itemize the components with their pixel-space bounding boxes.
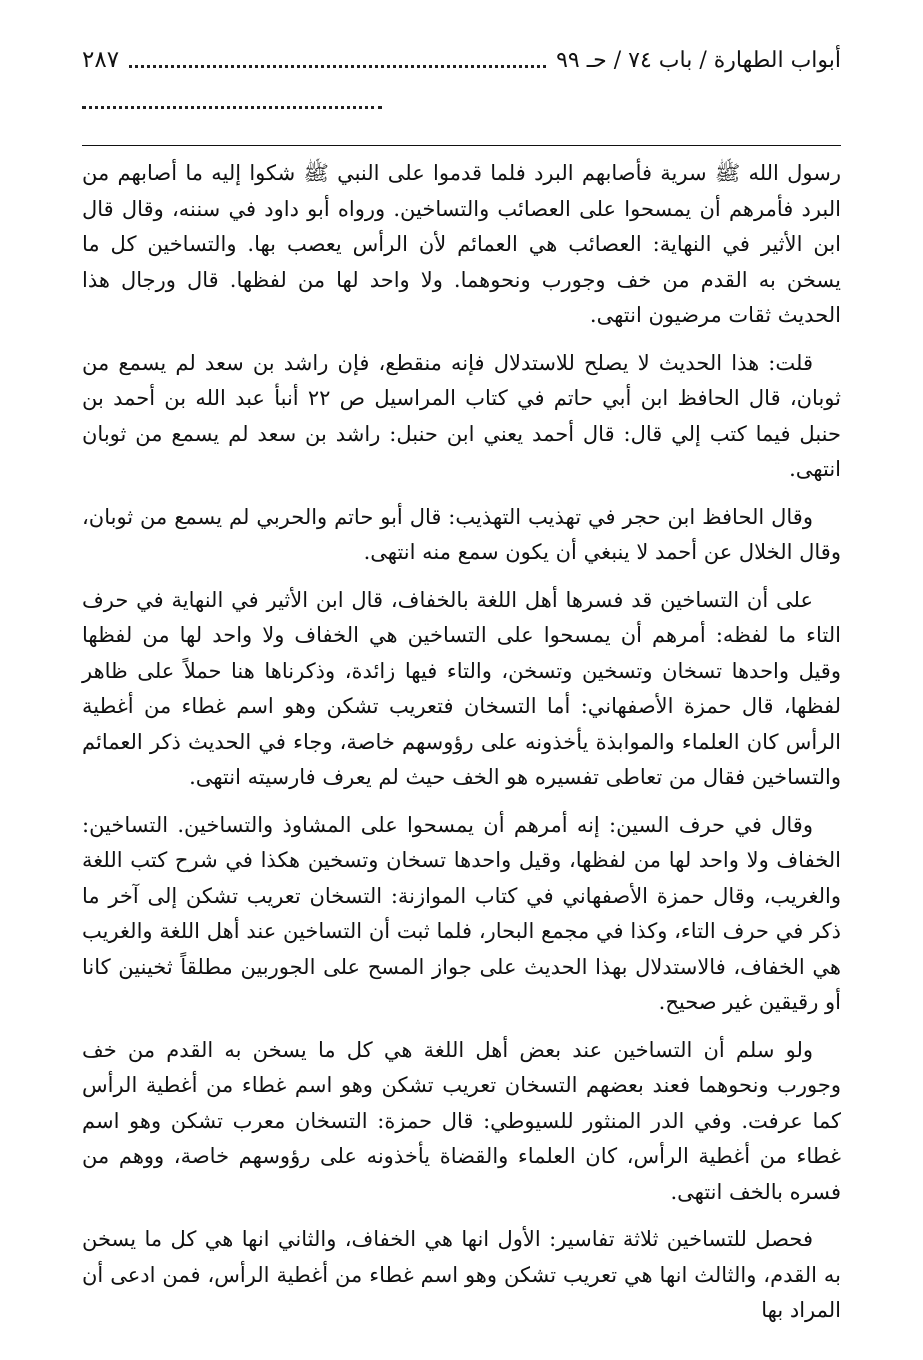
running-header: [82, 40, 841, 80]
page-number: ٢٨٧: [82, 47, 120, 73]
paragraph: ولو سلم أن التساخين عند بعض أهل اللغة هي كل ما يسخن به القدم من خف وجورب ونحوهما فعند بعضهم التسخان تعريب تشكن وهو اسم غطاء من أغطية الرأس كما عرفت. وفي الدر المنثور للسيوطي: قال حمزة: التسخان معرب تشكن وهو اسم غطاء من أغطية الرأس، كان العلماء والقضاة يأخذونه على رؤوسهم خاصة، ووهم من فسره بالخف انتهى.: [82, 1037, 841, 1204]
paragraph: فحصل للتساخين ثلاثة تفاسير: الأول انها هي الخفاف، والثاني انها هي كل ما يسخن به القدم، والثالث انها هي تعريب تشكن وهو اسم غطاء من أغطية الرأس، فمن ادعى أن المراد بها: [82, 1227, 841, 1322]
header-rule: [82, 145, 841, 146]
main-text: [82, 156, 841, 1341]
paragraph: وقال في حرف السين: إنه أمرهم أن يمسحوا على المشاوذ والتساخين. التساخين: الخفاف ولا واحد لها من لفظها، وقيل واحدها تسخان وتسخين هكذا في شرح كتب اللغة والغريب، وقال حمزة الأصفهاني في كتاب الموازنة: التسخان تعريب تشكن إلى آخر ما ذكر في حرف التاء، وكذا في مجمع البحار، فلما ثبت أن التساخين عند أهل اللغة والغريب هي الخفاف، فالاستدلال بهذا الحديث على جواز المسح على الجوربين مطلقاً ثخينين كانا أو رقيقين غير صحيح.: [82, 812, 841, 1014]
header-dot-leader: [129, 53, 546, 68]
paragraph: وقال الحافظ ابن حجر في تهذيب التهذيب: قال أبو حاتم والحربي لم يسمع من ثوبان، وقال الخلال عن أحمد لا ينبغي أن يكون سمع منه انتهى.: [82, 504, 841, 564]
header-dotted-line: [82, 92, 382, 109]
paragraph: رسول الله ﷺ سرية فأصابهم البرد فلما قدموا على النبي ﷺ شكوا إليه ما أصابهم من البرد فأمرهم أن يمسحوا على العصائب والتساخين. ورواه أبو داود في سننه، وقال قال ابن الأثير في النهاية: العصائب هي العمائم لأن الرأس يعصب بها. والتساخين كل ما يسخن به القدم من خف وجورب ونحوهما. ولا واحد لها من لفظها. قال ورجال هذا الحديث ثقات مرضيون انتهى.: [82, 161, 841, 327]
chapter-title: أبواب الطهارة / باب ٧٤ / حـ ٩٩: [556, 47, 841, 73]
paragraph: قلت: هذا الحديث لا يصلح للاستدلال فإنه منقطع، فإن راشد بن سعد لم يسمع من ثوبان، قال الحافظ ابن أبي حاتم في كتاب المراسيل ص ٢٢ أنبأ عبد الله بن أحمد بن حنبل فيما كتب إلي قال: قال أحمد يعني ابن حنبل: راشد بن سعد لم يسمع من ثوبان انتهى.: [82, 350, 841, 481]
paragraph: على أن التساخين قد فسرها أهل اللغة بالخفاف، قال ابن الأثير في النهاية في حرف التاء ما لفظه: أمرهم أن يمسحوا على التساخين هي الخفاف ولا واحد لها من لفظها وقيل واحدها تسخان وتسخين وتسخن، والتاء فيها زائدة، وذكرناها هنا حملاً على ظاهر لفظها، قال حمزة الأصفهاني: أما التسخان فتعريب تشكن وهو اسم غطاء من أغطية الرأس كان العلماء والموابذة يأخذونه على رؤوسهم خاصة، وجاء في الحديث ذكر العمائم والتساخين فقال من تعاطى تفسيره هو الخف حيث لم يعرف فارسيته انتهى.: [82, 587, 841, 789]
